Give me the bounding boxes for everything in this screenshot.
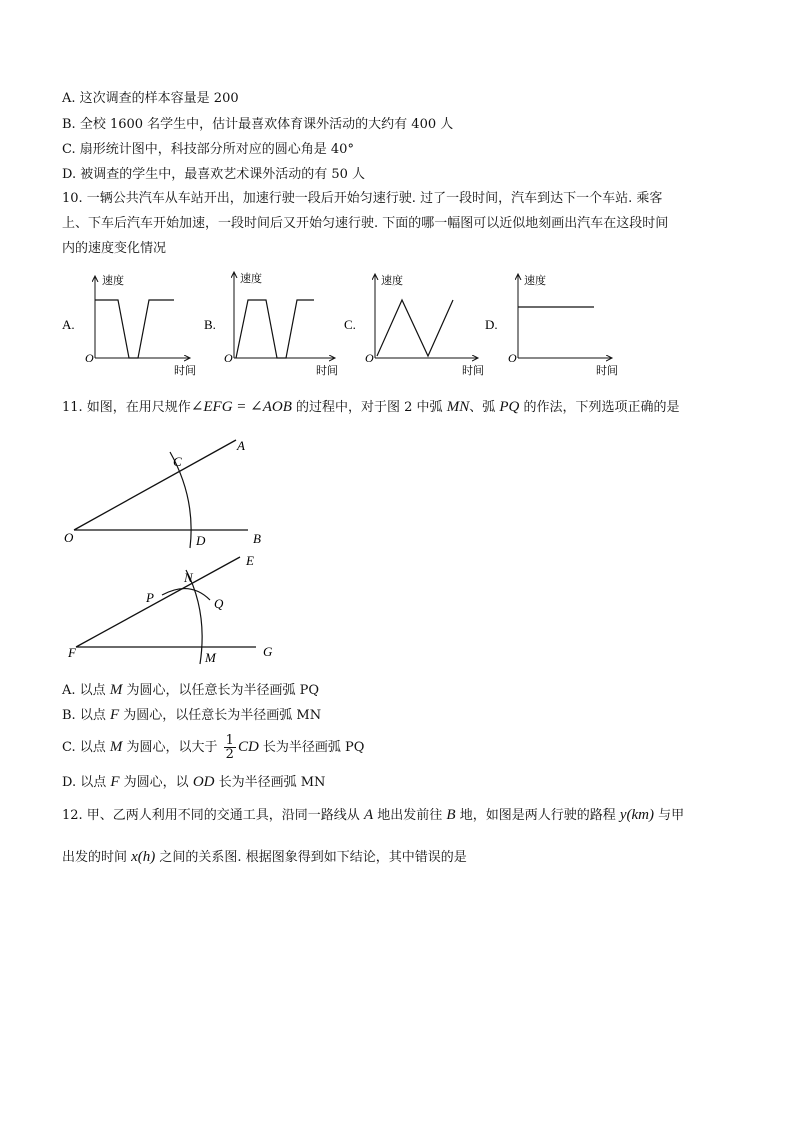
variable-y: y(km) [619,807,654,823]
q11-stem [62,398,679,417]
graph-b-label: B. [204,317,216,332]
arc-pq [162,589,210,600]
option-label: D. [62,167,77,182]
speed-curve [377,300,453,356]
option-label: B. [62,117,76,132]
y-axis-label: 速度 [381,275,403,287]
q11-figure-2 [0,552,300,667]
option-text: 这次调查的样本容量是 200 [79,91,239,106]
stem-text: 的过程中，对于图 2 中弧 [291,400,447,415]
stem-text: 与甲 [653,808,685,823]
point-name: M [109,682,123,698]
option-label: C. [62,740,76,755]
q9-option-c [62,141,354,159]
point-label-e: E [246,553,254,568]
origin-label: O [224,351,233,365]
speed-curve [236,300,314,358]
option-text: 扇形统计图中，科技部分所对应的圆心角是 40° [79,142,354,157]
option-text: 长为半径画弧 MN [214,775,326,790]
point-label-d: D [196,533,206,548]
x-axis-label: 时间 [316,365,338,377]
fraction-one-half [224,734,236,761]
segment-name: CD [237,739,259,755]
segment-name: OD [192,774,215,790]
y-axis-label: 速度 [524,275,546,287]
fraction-denominator: 2 [225,747,234,762]
point-name: F [109,707,120,723]
graph-b [204,271,338,377]
graph-c [344,273,484,377]
y-axis-label: 速度 [240,273,262,285]
stem-text: 之间的关系图. 根据图象得到如下结论，其中错误的是 [155,850,467,865]
stem-text: 出发的时间 [62,850,132,865]
ray-oa [74,440,236,530]
point-name: F [110,774,120,790]
q12-stem-line1 [62,806,684,825]
q11-figure-1 [0,430,300,555]
stem-text: 11. 如图，在用尺规作 [62,400,191,415]
option-label: A. [62,91,76,106]
option-text: 全校 1600 名学生中，估计最喜欢体育课外活动的大约有 400 人 [79,117,454,132]
q11-option-d [62,773,325,792]
option-text: 为圆心，以大于 [122,740,222,755]
q11-option-b [62,706,321,725]
origin-label: O [85,351,94,365]
graph-c-label: C. [344,317,356,332]
stem-text: 地出发前往 [373,808,447,823]
option-text: 以点 [79,740,110,755]
q12-stem-line2 [62,848,467,867]
q9-option-a [62,90,239,108]
point-label-f: F [68,645,76,660]
arc-name: PQ [499,399,520,415]
stem-text: 、弧 [469,400,500,415]
point-label-n: N [184,570,193,585]
q10-graphs [0,262,794,382]
y-axis-label: 速度 [102,275,124,287]
x-axis-label: 时间 [462,365,484,377]
option-text: 以点 [80,775,111,790]
point-name: M [109,739,123,755]
x-axis-label: 时间 [596,365,618,377]
q10-stem-line3: 内的速度变化情况 [62,241,167,256]
point-label-c: C [173,454,182,469]
point-label-g: G [263,644,273,659]
graph-a [62,273,196,377]
q9-option-d [62,166,365,184]
option-label: A. [62,683,76,698]
option-text: 为圆心，以任意长为半径画弧 PQ [122,683,319,698]
graph-a-label: A. [62,317,75,332]
stem-text: 的作法，下列选项正确的是 [519,400,680,415]
point-label-b: B [253,531,261,546]
option-label: C. [62,142,76,157]
place-name: B [446,807,456,823]
option-text: 为圆心，以 [119,775,193,790]
x-axis-label: 时间 [174,365,196,377]
q10-stem-line2: 上、下车后汽车开始加速，一段时间后又开始匀速行驶. 下面的哪一幅图可以近似地刻画出汽车在这段时间 [62,216,669,231]
point-label-p: P [146,590,154,605]
point-label-q: Q [214,596,224,611]
option-text: 被调查的学生中，最喜欢艺术课外活动的有 50 人 [80,167,366,182]
option-text: 长为半径画弧 PQ [258,740,365,755]
option-label: B. [62,708,76,723]
point-label-a: A [237,438,245,453]
stem-text: 12. 甲、乙两人利用不同的交通工具，沿同一路线从 [62,808,364,823]
place-name: A [363,807,374,823]
angle-expression: ∠EFG = ∠AOB [190,399,292,415]
fraction-numerator: 1 [225,733,234,748]
graph-d [485,273,618,377]
option-text: 为圆心，以任意长为半径画弧 MN [119,708,322,723]
speed-curve [95,300,174,358]
variable-x: x(h) [131,849,156,865]
graph-d-label: D. [485,317,498,332]
q11-option-c [62,730,364,765]
q10-stem-line1: 10. 一辆公共汽车从车站开出，加速行驶一段后开始匀速行驶. 过了一段时间，汽车到达下一个车站. 乘客 [62,191,663,206]
arc-name: MN [446,399,470,415]
point-label-o: O [64,530,74,545]
option-text: 以点 [79,683,110,698]
origin-label: O [365,351,374,365]
stem-text: 地，如图是两人行驶的路程 [455,808,620,823]
option-text: 以点 [79,708,110,723]
option-label: D. [62,775,77,790]
point-label-m: M [205,650,216,665]
q9-option-b [62,116,453,134]
origin-label: O [508,351,517,365]
q11-option-a [62,681,319,700]
